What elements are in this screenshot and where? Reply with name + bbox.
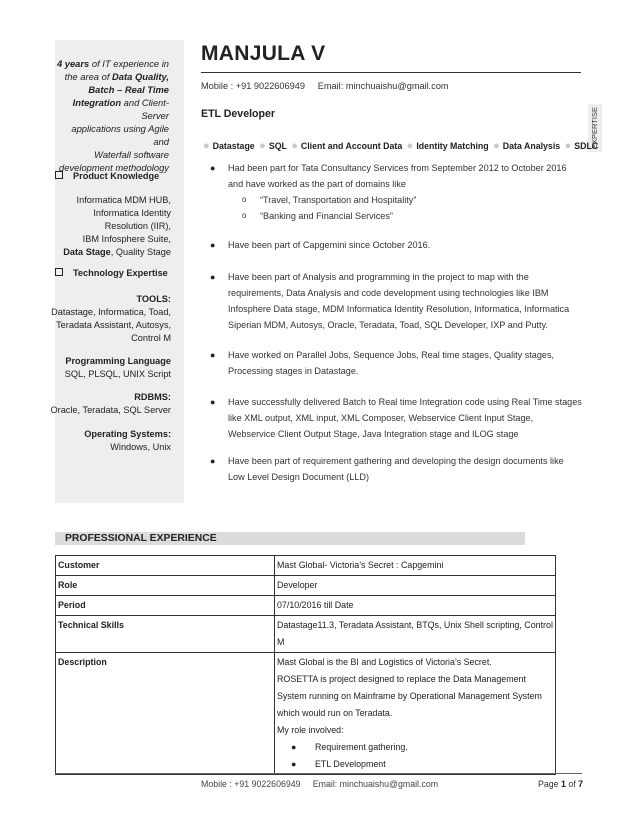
table-key: Period [56,596,275,616]
table-row [56,596,556,616]
bullet-dot-icon: ● [259,140,266,152]
table-key: Technical Skills [56,616,275,653]
experience-table [55,555,556,775]
list-item: ● Have been part of Analysis and programming in the project to map with the requirements, Data Analysis and code development using technologies like IBM Infosphere Data stage, MDM Informatica Identity Resolution, Informatica, Informatica Siperian MDM, Autosys, Oracle, Teradata, Toad, SQL Developer, IXP and Putty. [210,269,582,333]
list-item: ● Have successfully delivered Batch to Real time Integration code using Real Time stages like XML output, XML input, XML Composer, Webservice Client Input Stage, Webservice Client Output Stage, Java Integration stage and ILOG stage [210,394,582,442]
role-duties-list [277,739,553,773]
skill-tag: Client and Account Data [300,141,403,151]
bullet-icon: ● [210,350,216,360]
table-row [56,576,556,596]
footer-mobile: Mobile : +91 9022606949 [201,779,301,789]
list-item: ● ETL Development [277,756,553,773]
table-value: Mast Global is the BI and Logistics of Victoria’s Secret. ROSETTA is project designed to replace the Data Management System running on Mainframe by Operational Management System which would run on Teradata. My role involved: ● Requirement gathering. ● ETL Development [275,653,556,775]
candidate-name: MANJULA V [201,42,326,65]
skill-tag: Datastage [212,141,255,151]
skill-tag: Data Analysis [502,141,561,151]
skill-tag: SQL [268,141,287,151]
table-row [56,556,556,576]
product-knowledge-list: Informatica MDM HUB, Informatica Identity Resolution (IIR), IBM Infosphere Suite, Data Stage, Quality Stage [63,195,171,257]
contact-line [201,81,449,91]
mobile-number: Mobile : +91 9022606949 [201,81,305,91]
table-value: 07/10/2016 till Date [275,596,556,616]
checkbox-square-icon [55,171,63,179]
sub-list-item: o “Banking and Financial Services” [228,208,582,224]
list-item: ● Have been part of Capgemini since October 2016. [210,237,582,253]
table-key: Description [56,653,275,775]
circle-bullet-icon: o [242,195,247,204]
expertise-tab: EXPERTISE [588,104,602,152]
bullet-dot-icon: ● [203,140,210,152]
product-knowledge-heading: Product Knowledge [55,171,159,181]
table-value: Mast Global- Victoria’s Secret : Capgemini [275,556,556,576]
bullet-icon: ● [210,456,216,466]
list-item: ● Have been part of requirement gathering and developing the design documents like Low Level Design Document (LLD) [210,453,582,485]
bullet-icon: ● [210,240,216,250]
bullet-dot-icon: ● [493,140,500,152]
bullet-icon: ● [291,759,297,769]
table-value: Developer [275,576,556,596]
experience-summary: 4 years of IT experience in the area of Data Quality, Batch – Real Time Integration and Client-Server applications using Agile and Waterfall software development methodology [56,58,169,173]
sub-list-item: o “Travel, Transportation and Hospitality” [228,192,582,208]
bullet-icon: ● [210,397,216,407]
rdbms-block: RDBMS: Oracle, Teradata, SQL Server [50,392,171,415]
checkbox-square-icon [55,268,63,276]
page-number: Page 1 of 7 [538,779,584,789]
bullet-dot-icon: ● [291,140,298,152]
table-key: Customer [56,556,275,576]
operating-systems-block: Operating Systems: Windows, Unix [84,429,171,452]
table-value: Datastage11.3, Teradata Assistant, BTQs, Unix Shell scripting, Control M [275,616,556,653]
bullet-icon: ● [291,742,297,752]
bullet-dot-icon: ● [406,140,414,152]
sidebar [50,40,184,503]
section-heading-professional-experience: PROFESSIONAL EXPERIENCE [55,532,525,545]
bullet-icon: ● [210,272,216,282]
footer-divider [55,773,582,774]
header-divider [201,72,581,73]
list-item: ● Had been part for Tata Consultancy Services from September 2012 to October 2016 and have worked as the part of domains like o “Travel, Transportation and Hospitality” o “Banking and Financial Services” [210,160,582,224]
list-item: ● Requirement gathering. [277,739,553,756]
table-row [56,653,556,775]
tools-block: TOOLS: Datastage, Informatica, Toad, Teradata Assistant, Autosys, Control M [51,294,171,343]
skill-tag: Identity Matching [416,141,489,151]
table-key: Role [56,576,275,596]
list-item: ● Have worked on Parallel Jobs, Sequence Jobs, Real time stages, Quality stages, Processing stages in Datastage. [210,347,582,379]
job-title: ETL Developer [201,108,275,120]
skill-tag: SDLC [574,141,599,151]
bullet-dot-icon: ● [564,140,572,152]
footer-contact [201,779,438,789]
circle-bullet-icon: o [242,211,247,220]
email-address: Email: minchuaishu@gmail.com [317,81,449,91]
skill-tags [201,140,598,152]
programming-language-block: Programming Language SQL, PLSQL, UNIX Script [64,356,171,379]
bullet-icon: ● [210,163,216,173]
table-row [56,616,556,653]
footer-email: Email: minchuaishu@gmail.com [312,779,439,789]
technology-expertise-heading: Technology Expertise [55,268,168,278]
